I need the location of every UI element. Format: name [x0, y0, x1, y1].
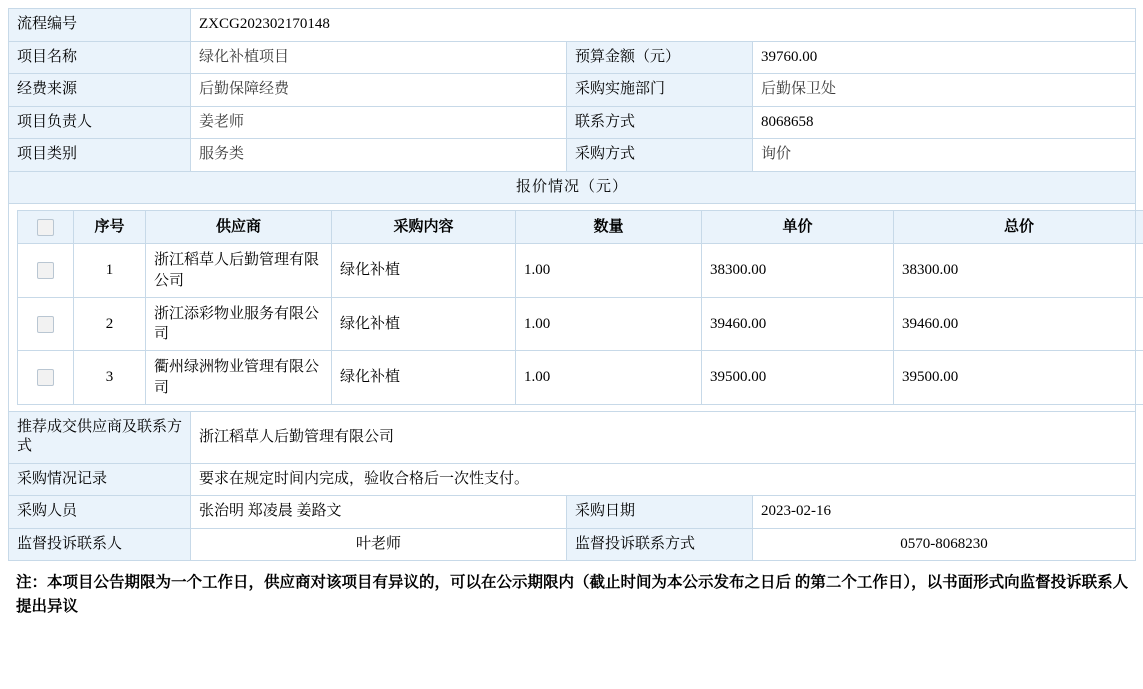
method-label: 采购方式: [567, 139, 753, 172]
row-quantity: 1.00: [516, 244, 702, 298]
row-content: 绿化补植: [332, 297, 516, 351]
row-checkbox[interactable]: [37, 316, 54, 333]
select-all-header[interactable]: [18, 211, 74, 244]
table-row: [9, 106, 1136, 139]
supervisor-contact-label: 监督投诉联系方式: [567, 528, 753, 561]
supervisor-label: 监督投诉联系人: [9, 528, 191, 561]
quotes-container: [9, 204, 1136, 412]
table-row: [9, 411, 1136, 463]
contact-label: 联系方式: [567, 106, 753, 139]
purchase-dept-value: 后勤保卫处: [753, 74, 1136, 107]
row-index: 2: [74, 297, 146, 351]
header-quantity: 数量: [516, 211, 702, 244]
row-content: 绿化补植: [332, 244, 516, 298]
funding-source-value: 后勤保障经费: [191, 74, 567, 107]
purchase-dept-label: 采购实施部门: [567, 74, 753, 107]
process-no-label: 流程编号: [9, 9, 191, 42]
table-row: [18, 297, 1143, 351]
row-content: 绿化补植: [332, 351, 516, 405]
table-row: [9, 9, 1136, 42]
table-row: [9, 496, 1136, 529]
procurement-form-table: [8, 8, 1136, 561]
row-supplier: 浙江添彩物业服务有限公司: [146, 297, 332, 351]
recommend-label: 推荐成交供应商及联系方式: [9, 411, 191, 463]
category-value: 服务类: [191, 139, 567, 172]
table-row: [9, 41, 1136, 74]
project-name-value: 绿化补植项目: [191, 41, 567, 74]
row-checkbox[interactable]: [37, 262, 54, 279]
supervisor-contact-value: 0570-8068230: [753, 528, 1136, 561]
process-no-value: ZXCG202302170148: [191, 9, 1136, 42]
owner-label: 项目负责人: [9, 106, 191, 139]
funding-source-label: 经费来源: [9, 74, 191, 107]
row-index: 3: [74, 351, 146, 405]
recommend-value: 浙江稻草人后勤管理有限公司: [191, 411, 1136, 463]
row-select-cell[interactable]: [18, 351, 74, 405]
row-unit-price: 38300.00: [702, 244, 894, 298]
header-unit-price: 单价: [702, 211, 894, 244]
row-select-cell[interactable]: [18, 244, 74, 298]
method-value: 询价: [753, 139, 1136, 172]
quotes-header-row: [18, 211, 1143, 244]
quotes-table: [17, 210, 1143, 405]
row-unit-price: 39460.00: [702, 297, 894, 351]
row-select-cell[interactable]: [18, 297, 74, 351]
header-content: 采购内容: [332, 211, 516, 244]
category-label: 项目类别: [9, 139, 191, 172]
record-value: 要求在规定时间内完成，验收合格后一次性支付。: [191, 463, 1136, 496]
purchase-date-value: 2023-02-16: [753, 496, 1136, 529]
row-supplier: 浙江稻草人后勤管理有限公司: [146, 244, 332, 298]
row-checkbox[interactable]: [37, 369, 54, 386]
row-total-price: 39460.00: [894, 297, 1143, 351]
header-index: 序号: [74, 211, 146, 244]
header-supplier: 供应商: [146, 211, 332, 244]
budget-label: 预算金额（元）: [567, 41, 753, 74]
record-label: 采购情况记录: [9, 463, 191, 496]
project-name-label: 项目名称: [9, 41, 191, 74]
row-index: 1: [74, 244, 146, 298]
table-row: [9, 74, 1136, 107]
row-total-price: 38300.00: [894, 244, 1143, 298]
row-supplier: 衢州绿洲物业管理有限公司: [146, 351, 332, 405]
buyers-label: 采购人员: [9, 496, 191, 529]
select-all-checkbox[interactable]: [37, 219, 54, 236]
quotes-row: [9, 204, 1136, 412]
owner-value: 姜老师: [191, 106, 567, 139]
table-row: [9, 139, 1136, 172]
budget-value: 39760.00: [753, 41, 1136, 74]
purchase-date-label: 采购日期: [567, 496, 753, 529]
quote-section-title: 报价情况（元）: [9, 171, 1136, 204]
table-row: [9, 171, 1136, 204]
contact-value: 8068658: [753, 106, 1136, 139]
row-unit-price: 39500.00: [702, 351, 894, 405]
footer-note: 注：本项目公告期限为一个工作日，供应商对该项目有异议的，可以在公示期限内（截止时间为本公示发布之日后 的第二个工作日），以书面形式向监督投诉联系人提出异议: [16, 574, 1129, 616]
buyers-value: 张治明 郑凌晨 姜路文: [191, 496, 567, 529]
table-row: [9, 528, 1136, 561]
row-quantity: 1.00: [516, 297, 702, 351]
header-total-price: 总价: [894, 211, 1143, 244]
table-row: [9, 463, 1136, 496]
table-row: [18, 351, 1143, 405]
table-row: [18, 244, 1143, 298]
row-total-price: 39500.00: [894, 351, 1143, 405]
supervisor-value: 叶老师: [191, 528, 567, 561]
row-quantity: 1.00: [516, 351, 702, 405]
